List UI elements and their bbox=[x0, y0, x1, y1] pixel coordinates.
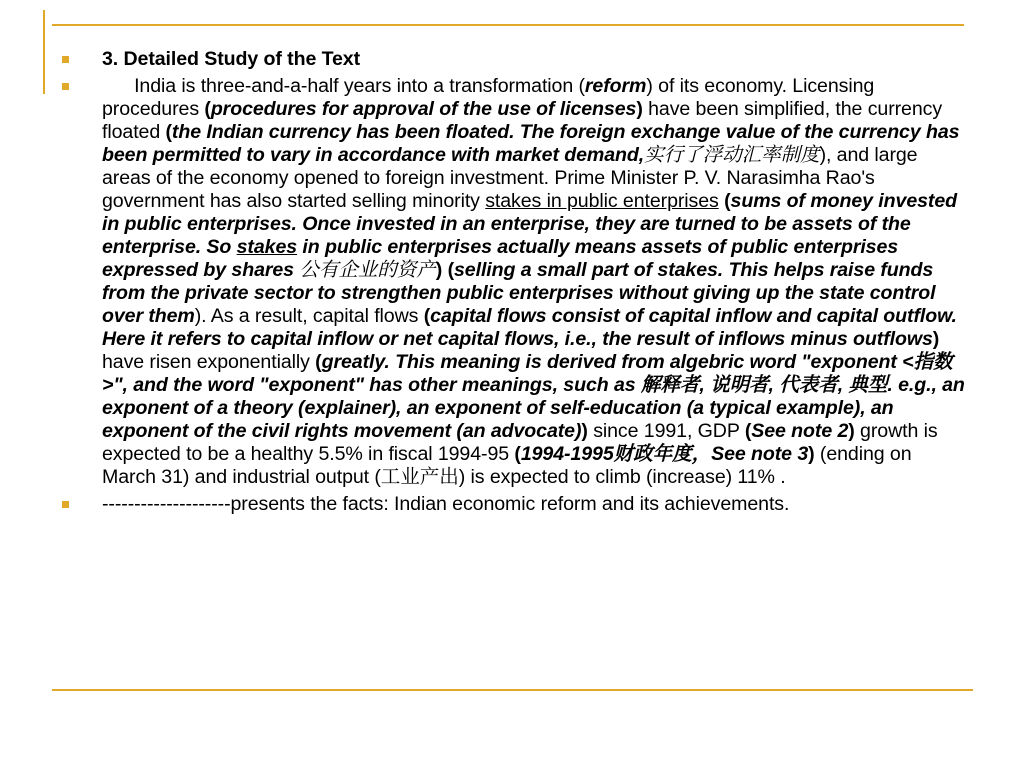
top-rule bbox=[52, 24, 964, 26]
gloss-chinese: 公有企业的资产 bbox=[299, 259, 436, 281]
gloss-chinese: 指数 bbox=[913, 351, 953, 373]
text: ) is expected to climb (increase) 11% . bbox=[458, 466, 786, 488]
summary-text: --------------------presents the facts: Indian economic reform and its achievements. bbox=[102, 493, 790, 515]
bullet-summary bbox=[60, 493, 970, 516]
indent bbox=[102, 75, 134, 97]
gloss-chinese: 解释者, 说明者, 代表者, 典型 bbox=[640, 374, 888, 396]
gloss: capital flows consist of capital inflow and capital outflow. Here it refers to capital inflow or net capital flows, i.e., the result of inflows minus outflows bbox=[102, 305, 957, 350]
gloss-chinese: 财政年度， bbox=[613, 443, 712, 465]
bullet-paragraph bbox=[60, 75, 970, 489]
paren: ) bbox=[636, 98, 643, 120]
text: since 1991, GDP bbox=[587, 420, 745, 442]
note-ref: See note 2 bbox=[751, 420, 849, 442]
section-heading: 3. Detailed Study of the Text bbox=[102, 48, 361, 70]
paren: ) bbox=[581, 420, 588, 442]
text: ). As a result, capital flows bbox=[194, 305, 424, 327]
paren: ( bbox=[315, 351, 322, 373]
bullet-list bbox=[60, 48, 970, 520]
paren: ) bbox=[848, 420, 855, 442]
gloss: . e.g., an exponent of a theory (explainer), an exponent of self-education (a typical example), an exponent of the civil rights movement (an advocate) bbox=[102, 374, 965, 442]
text: India is three-and-a-half years into a transformation ( bbox=[134, 75, 585, 97]
bullet-square-icon bbox=[62, 56, 69, 63]
text: have been simplified, the currency floated bbox=[102, 98, 943, 143]
underlined-term: stakes in public enterprises bbox=[485, 190, 719, 212]
gloss-chinese: 实行了浮动汇率制度 bbox=[644, 144, 820, 166]
gloss: selling a small part of stakes. This helps raise funds from the private sector to strengthen public enterprises without giving up the state control over them bbox=[102, 259, 936, 327]
paren: ) bbox=[932, 328, 940, 350]
gloss-chinese: 工业产出 bbox=[380, 466, 459, 488]
paren: ( bbox=[423, 305, 431, 327]
gloss: the Indian currency has been floated. The foreign exchange value of the currency has been permitted to vary in accordance with market demand, bbox=[102, 121, 960, 166]
gloss: sums of money invested in public enterprises. Once invested in an enterprise, they are turned to be assets of the enterprise. So bbox=[102, 190, 958, 258]
note-ref: See note 3 bbox=[711, 443, 809, 465]
underlined-term: stakes bbox=[236, 236, 298, 258]
gloss: greatly. This meaning is derived from algebric word "exponent < bbox=[321, 351, 914, 373]
gloss: in public enterprises actually means assets of public enterprises expressed by shares bbox=[102, 236, 899, 281]
paren: ( bbox=[744, 420, 752, 442]
gloss: 1994-1995 bbox=[520, 443, 614, 465]
text: growth is expected to be a healthy 5.5% in fiscal 1994-95 bbox=[102, 420, 938, 465]
paren: ) bbox=[808, 443, 815, 465]
gloss: reform bbox=[584, 75, 647, 97]
paren: ( bbox=[724, 190, 731, 212]
bullet-heading bbox=[60, 48, 970, 71]
bullet-square-icon bbox=[62, 83, 69, 90]
text: have risen exponentially bbox=[102, 351, 316, 373]
paren: ( bbox=[514, 443, 521, 465]
text: ), and large areas of the economy opened to foreign investment. Prime Minister P. V. Narasimha Rao's government has also started selling minority bbox=[102, 144, 918, 212]
gloss: procedures for approval of the use of licenses bbox=[210, 98, 637, 120]
left-rule bbox=[43, 10, 45, 94]
paren: ( bbox=[165, 121, 172, 143]
bullet-square-icon bbox=[62, 501, 69, 508]
bottom-rule bbox=[52, 689, 973, 691]
paren: ) ( bbox=[435, 259, 454, 281]
text: (ending on March 31) and industrial output ( bbox=[102, 443, 912, 488]
paragraph-body bbox=[102, 75, 965, 488]
text: ) of its economy. Licensing procedures bbox=[102, 75, 875, 120]
gloss: >", and the word "exponent" has other meanings, such as bbox=[102, 374, 641, 396]
paren: ( bbox=[204, 98, 211, 120]
